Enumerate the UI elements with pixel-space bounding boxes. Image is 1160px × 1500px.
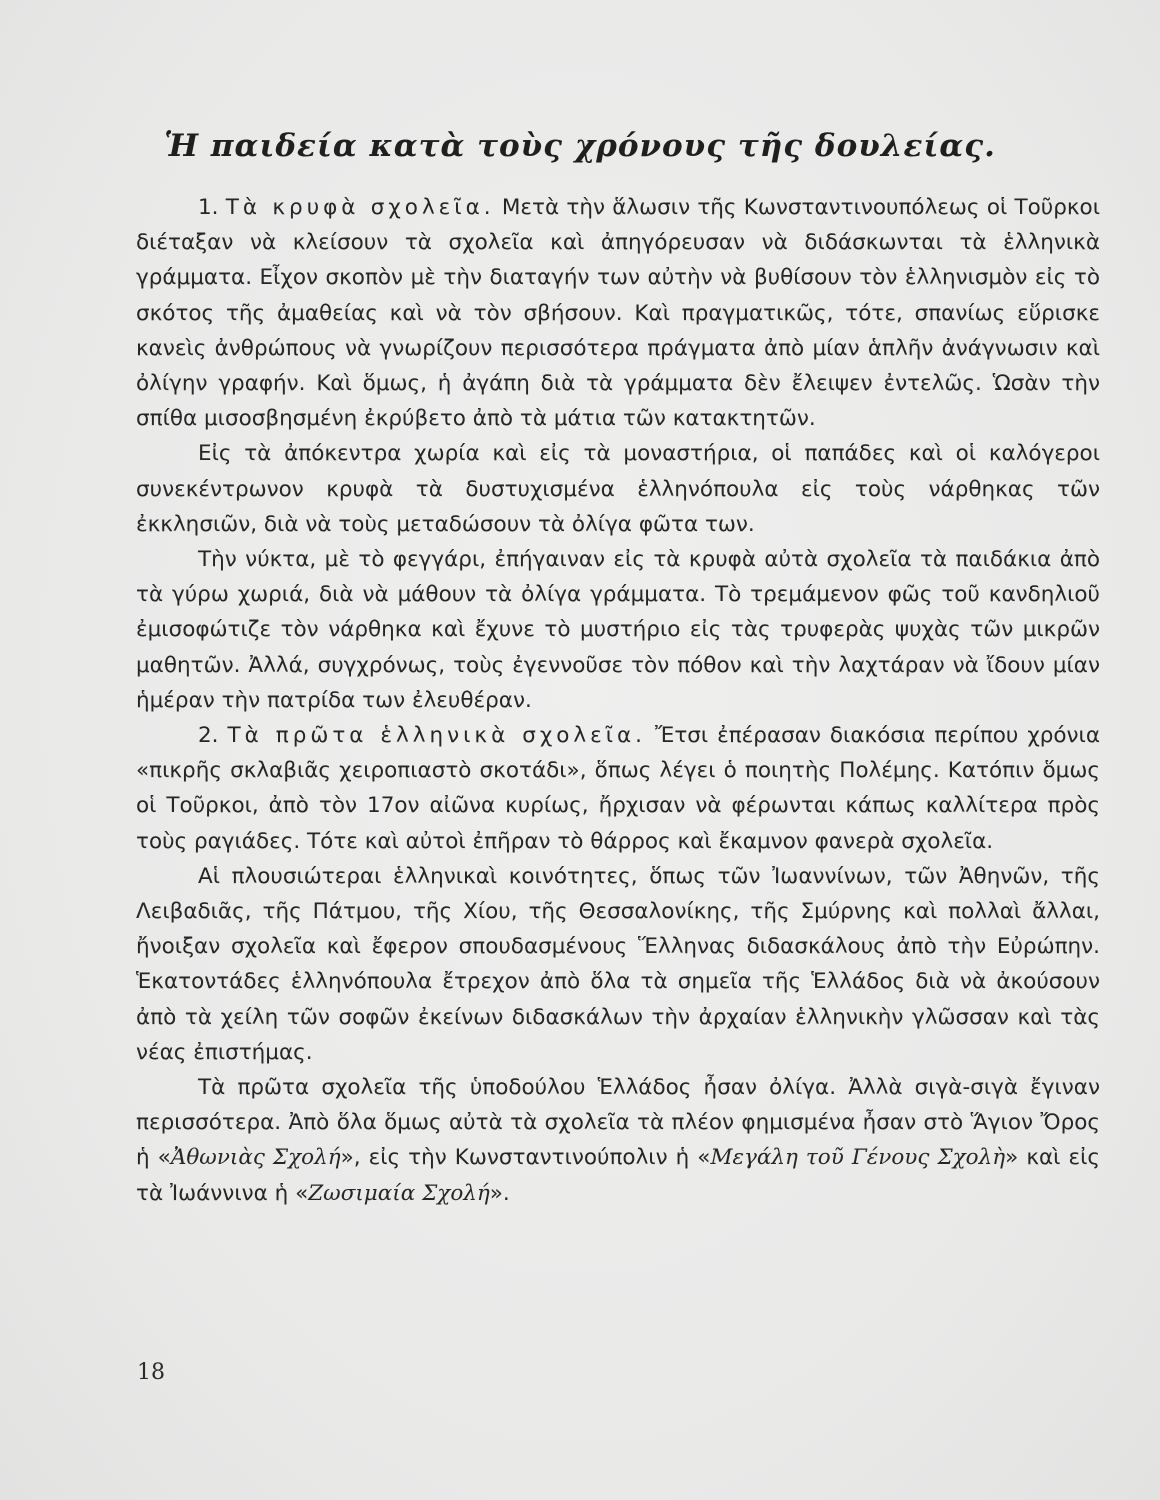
section-1-text: Μετὰ τὴν ἅλωσιν τῆς Κωνσταντινουπόλεως οἱ Τοῦρκοι διέταξαν νὰ κλείσουν τὰ σχολεῖα καὶ ἀπηγόρευσαν νὰ διδάσκωνται τὰ ἑλληνικὰ γράμματα. Εἶχον σκοπὸν μὲ τὴν διαταγήν των αὐτὴν νὰ βυθίσουν τὸν ἑλληνισμὸν εἰς τὸ σκότος τῆς ἀμαθείας καὶ νὰ τὸν σβήσουν. Καὶ πραγματικῶς, τότε, σπανίως εὕρισκε κανεὶς ἀνθρώπους νὰ γνωρίζουν περισσότερα πράγματα ἀπὸ μίαν ἁπλῆν ἀνάγνωσιν καὶ ὀλίγην γραφήν. Καὶ ὅμως, ἡ ἀγάπη διὰ τὰ γράμματα δὲν ἔλειψεν ἐντελῶς. Ὡσὰν τὴν σπίθα μισοσβησμένη ἐκρύβετο ἀπὸ τὰ μάτια τῶν κατακτητῶν. (136, 195, 1100, 432)
section-1-paragraph (136, 190, 1100, 436)
section-2-number: 2. (198, 723, 219, 749)
final-paragraph (136, 1070, 1100, 1211)
page-number: 18 (137, 1360, 165, 1385)
school-name-megali: Μεγάλη τοῦ Γένους Σχολὴ (710, 1145, 1006, 1171)
page-title: Ἡ παιδεία κατὰ τοὺς χρόνους τῆς δουλείας. (164, 128, 996, 164)
school-name-zosimaia: Ζωσιμαία Σχολή (308, 1180, 490, 1206)
section-2-heading: Τὰ πρῶτα ἑλληνικὰ σχολεῖα. (227, 723, 647, 749)
paragraph: Αἱ πλουσιώτεραι ἑλληνικαὶ κοινότητες, ὅπως τῶν Ἰωαννίνων, τῶν Ἀθηνῶν, τῆς Λειβαδιᾶς, τῆς Πάτμου, τῆς Χίου, τῆς Θεσσαλονίκης, τῆς Σμύρνης καὶ πολλαὶ ἄλλαι, ἤνοιξαν σχολεῖα καὶ ἔφερον σπουδασμένους Ἕλληνας διδασκάλους ἀπὸ τὴν Εὐρώπην. Ἑκατοντάδες ἑλληνόπουλα ἔτρεχον ἀπὸ ὅλα τὰ σημεῖα τῆς Ἑλλάδος διὰ νὰ ἀκούσουν ἀπὸ τὰ χείλη τῶν σοφῶν ἐκείνων διδασκάλων τὴν ἀρχαίαν ἑλληνικὴν γλῶσσαν καὶ τὰς νέας ἐπιστήμας. (136, 863, 1100, 1065)
final-text-mid2: » καὶ εἰς τὰ Ἰωάννινα ἡ « (136, 1145, 1100, 1206)
final-text-mid1: », εἰς τὴν Κωνσταντινούπολιν ἡ « (340, 1145, 711, 1171)
section-1-number: 1. (198, 195, 219, 220)
section-1-heading: Τὰ κρυφὰ σχολεῖα. (225, 195, 495, 220)
final-text-before: Τὰ πρῶτα σχολεῖα τῆς ὑποδούλου Ἑλλάδος ἦσαν ὀλίγα. Ἀλλὰ σιγὰ-σιγὰ ἔγιναν περισσότερα. Ἀπὸ ὅλα ὅμως αὐτὰ τὰ σχολεῖα τὰ πλέον φημισμένα ἦσαν στὸ Ἅγιον Ὄρος ἡ « (136, 1075, 1100, 1171)
section-2-text: Ἔτσι ἐπέρασαν διακόσια περίπου χρόνια «πικρῆς σκλαβιᾶς χειροπιαστὸ σκοτάδι», ὅπως λέγει ὁ ποιητὴς Πολέμης. Κατόπιν ὅμως οἱ Τοῦρκοι, ἀπὸ τὸν 17ον αἰῶνα κυρίως, ἤρχισαν νὰ φέρωνται κάπως καλλίτερα πρὸς τοὺς ραγιάδες. Τότε καὶ αὐτοὶ ἐπῆραν τὸ θάρρος καὶ ἔκαμνον φανερὰ σχολεῖα. (136, 723, 1101, 854)
final-text-after: ». (489, 1180, 510, 1206)
paragraph: Τὴν νύκτα, μὲ τὸ φεγγάρι, ἐπήγαιναν εἰς τὰ κρυφὰ αὐτὰ σχολεῖα τὰ παιδάκια ἀπὸ τὰ γύρω χωριά, διὰ νὰ μάθουν τὰ ὀλίγα γράμματα. Τὸ τρεμάμενον φῶς τοῦ κανδηλιοῦ ἐμισοφώτιζε τὸν νάρθηκα καὶ ἔχυνε τὸ μυστήριο εἰς τὰς τρυφερὰς ψυχὰς τῶν μικρῶν μαθητῶν. Ἀλλά, συγχρόνως, τοὺς ἐγεννοῦσε τὸν πόθον καὶ τὴν λαχτάραν νὰ ἴδουν μίαν ἡμέραν τὴν πατρίδα των ἐλευθέραν. (136, 547, 1100, 713)
section-2-paragraph (136, 718, 1100, 859)
body-text (136, 190, 1100, 1211)
paragraph: Εἰς τὰ ἀπόκεντρα χωρία καὶ εἰς τὰ μοναστήρια, οἱ παπάδες καὶ οἱ καλόγεροι συνεκέντρωνον κρυφὰ τὰ δυστυχισμένα ἑλληνόπουλα εἰς τοὺς νάρθηκας τῶν ἐκκλησιῶν, διὰ νὰ τοὺς μεταδώσουν τὰ ὀλίγα φῶτα των. (136, 441, 1100, 537)
school-name-athonias: Ἀθωνιὰς Σχολή (170, 1145, 341, 1171)
